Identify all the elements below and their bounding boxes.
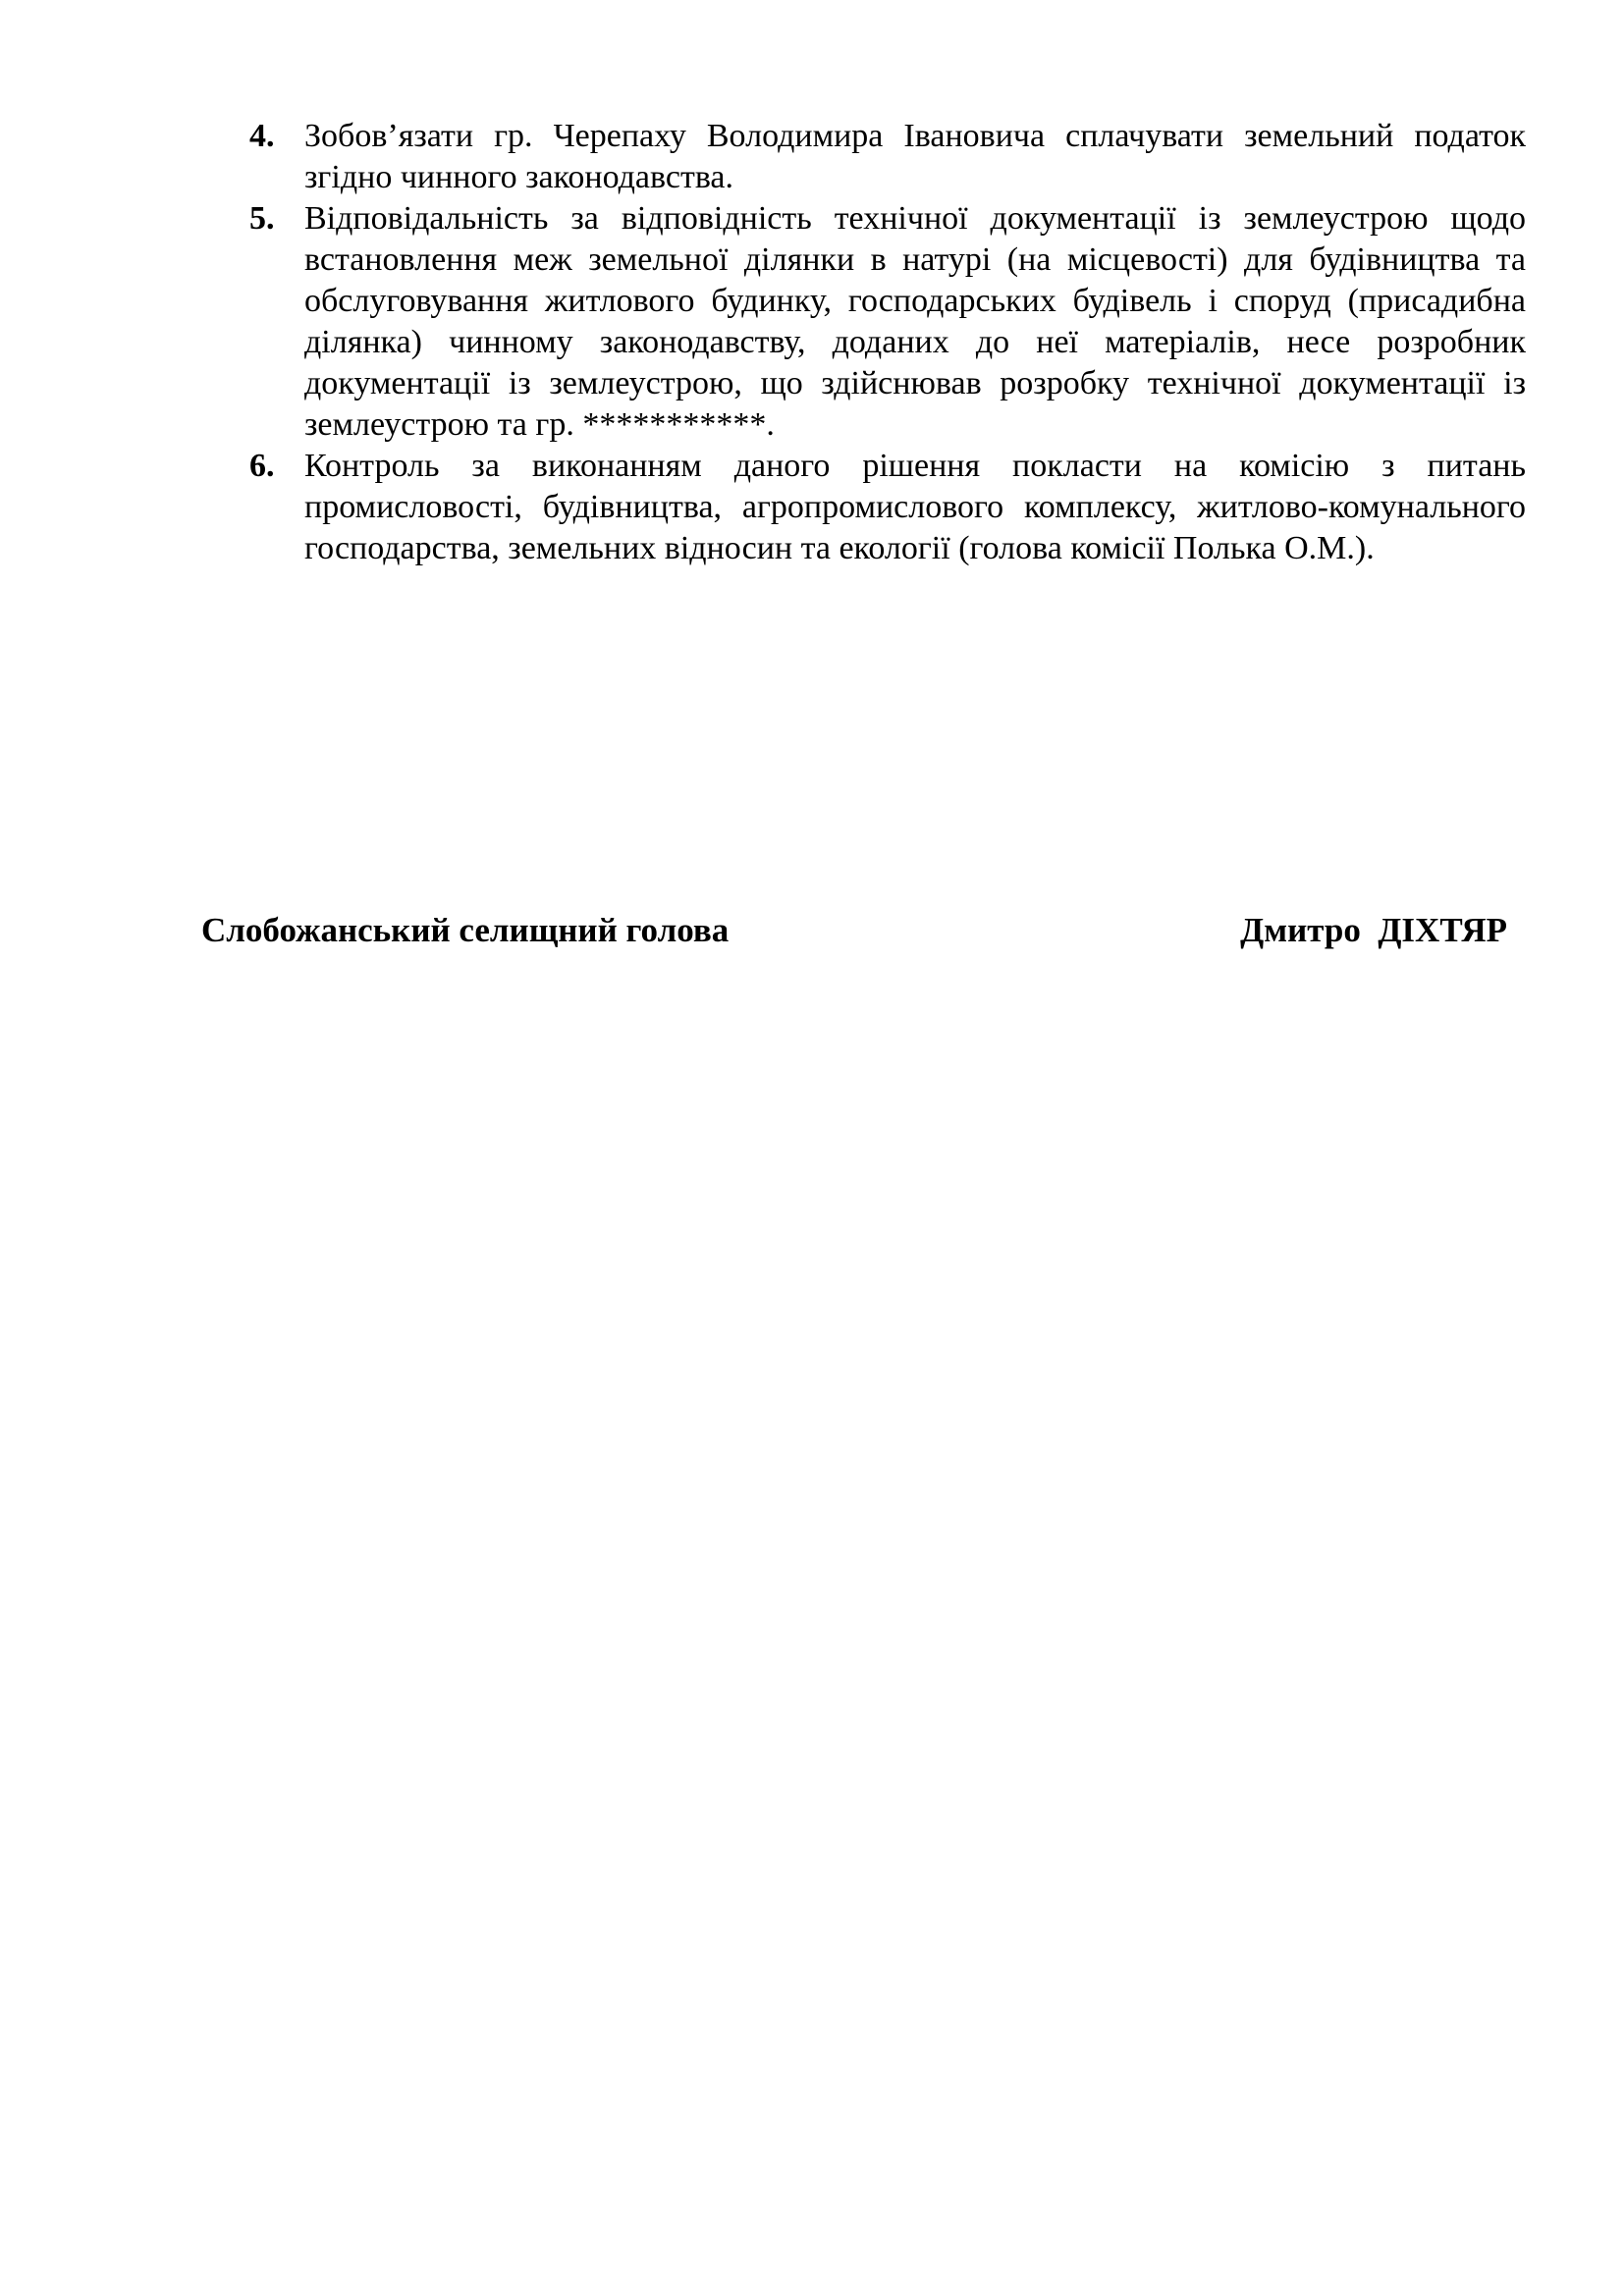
decision-item-6	[249, 446, 1526, 569]
item-number: 4.	[249, 118, 275, 154]
item-number: 5.	[249, 200, 275, 237]
item-text: Зобов’язати гр. Черепаху Володимира Івановича сплачувати земельний податок згідно чинного законодавства.	[304, 118, 1526, 195]
decision-item-5	[249, 198, 1526, 446]
signatory-title: Слобожанський селищний голова	[201, 911, 730, 949]
item-text: Відповідальність за відповідність технічної документації із землеустрою щодо встановлення меж земельної ділянки в натурі (на місцевості) для будівництва та обслуговування житлового будинку, господарських будівель і споруд (присадибна ділянка) чинному законодавству, доданих до неї матеріалів, несе розробник документації із землеустрою, що здійснював розробку технічної документації із землеустрою та гр. ***********.	[304, 200, 1526, 443]
decision-items-list	[249, 116, 1526, 569]
signature-block	[201, 906, 1507, 955]
item-number: 6.	[249, 448, 275, 484]
decision-item-4	[249, 116, 1526, 198]
signatory-name: Дмитро ДІХТЯР	[1240, 911, 1507, 949]
item-text: Контроль за виконанням даного рішення покласти на комісію з питань промисловості, будівництва, агропромислового комплексу, житлово-комунального господарства, земельних відносин та екології (голова комісії Полька О.М.).	[304, 448, 1526, 566]
